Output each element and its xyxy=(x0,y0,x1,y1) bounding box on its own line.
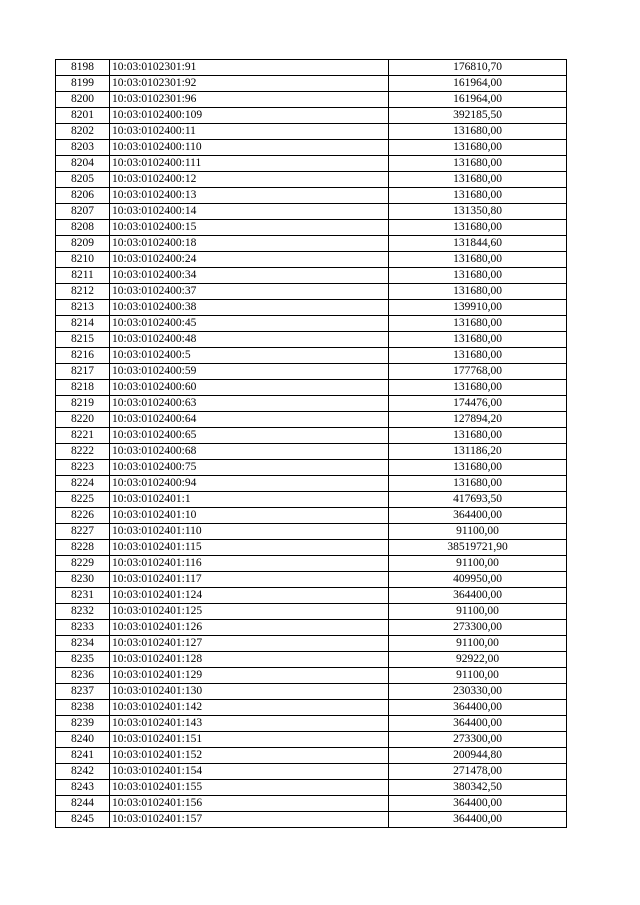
cadastral-number-cell: 10:03:0102301:96 xyxy=(110,92,389,108)
row-number-cell: 8240 xyxy=(56,732,110,748)
cadastral-value-cell: 131680,00 xyxy=(389,284,567,300)
row-number-cell: 8204 xyxy=(56,156,110,172)
table-row xyxy=(56,508,567,524)
cadastral-number-cell: 10:03:0102400:48 xyxy=(110,332,389,348)
row-number-cell: 8216 xyxy=(56,348,110,364)
table-row xyxy=(56,332,567,348)
cadastral-number-cell: 10:03:0102400:59 xyxy=(110,364,389,380)
cadastral-number-cell: 10:03:0102401:129 xyxy=(110,668,389,684)
table-row xyxy=(56,476,567,492)
row-number-cell: 8203 xyxy=(56,140,110,156)
cadastral-value-cell: 131186,20 xyxy=(389,444,567,460)
cadastral-number-cell: 10:03:0102400:24 xyxy=(110,252,389,268)
table-row xyxy=(56,380,567,396)
row-number-cell: 8232 xyxy=(56,604,110,620)
row-number-cell: 8212 xyxy=(56,284,110,300)
row-number-cell: 8224 xyxy=(56,476,110,492)
table-row xyxy=(56,764,567,780)
cadastral-value-cell: 131680,00 xyxy=(389,428,567,444)
cadastral-value-cell: 161964,00 xyxy=(389,92,567,108)
row-number-cell: 8209 xyxy=(56,236,110,252)
cadastral-number-cell: 10:03:0102400:64 xyxy=(110,412,389,428)
table-row xyxy=(56,300,567,316)
cadastral-value-cell: 364400,00 xyxy=(389,508,567,524)
cadastral-number-cell: 10:03:0102400:60 xyxy=(110,380,389,396)
table-row xyxy=(56,604,567,620)
table-row xyxy=(56,124,567,140)
row-number-cell: 8198 xyxy=(56,60,110,76)
table-row xyxy=(56,220,567,236)
cadastral-number-cell: 10:03:0102400:110 xyxy=(110,140,389,156)
row-number-cell: 8243 xyxy=(56,780,110,796)
table-row xyxy=(56,108,567,124)
cadastral-value-cell: 380342,50 xyxy=(389,780,567,796)
cadastral-number-cell: 10:03:0102401:1 xyxy=(110,492,389,508)
cadastral-value-table xyxy=(55,59,567,828)
table-row xyxy=(56,748,567,764)
row-number-cell: 8236 xyxy=(56,668,110,684)
cadastral-value-cell: 131680,00 xyxy=(389,124,567,140)
cadastral-value-cell: 131680,00 xyxy=(389,332,567,348)
row-number-cell: 8213 xyxy=(56,300,110,316)
cadastral-value-cell: 271478,00 xyxy=(389,764,567,780)
cadastral-number-cell: 10:03:0102401:143 xyxy=(110,716,389,732)
cadastral-value-cell: 364400,00 xyxy=(389,716,567,732)
row-number-cell: 8227 xyxy=(56,524,110,540)
row-number-cell: 8218 xyxy=(56,380,110,396)
cadastral-number-cell: 10:03:0102400:5 xyxy=(110,348,389,364)
cadastral-number-cell: 10:03:0102400:14 xyxy=(110,204,389,220)
cadastral-number-cell: 10:03:0102400:63 xyxy=(110,396,389,412)
table-row xyxy=(56,812,567,828)
cadastral-value-cell: 131680,00 xyxy=(389,140,567,156)
table-row xyxy=(56,268,567,284)
table-row xyxy=(56,492,567,508)
row-number-cell: 8244 xyxy=(56,796,110,812)
cadastral-value-cell: 131350,80 xyxy=(389,204,567,220)
table-row xyxy=(56,284,567,300)
cadastral-number-cell: 10:03:0102401:142 xyxy=(110,700,389,716)
row-number-cell: 8241 xyxy=(56,748,110,764)
cadastral-value-cell: 230330,00 xyxy=(389,684,567,700)
table-row xyxy=(56,460,567,476)
row-number-cell: 8235 xyxy=(56,652,110,668)
row-number-cell: 8242 xyxy=(56,764,110,780)
row-number-cell: 8231 xyxy=(56,588,110,604)
cadastral-value-cell: 91100,00 xyxy=(389,604,567,620)
cadastral-number-cell: 10:03:0102301:91 xyxy=(110,60,389,76)
table-row xyxy=(56,396,567,412)
cadastral-number-cell: 10:03:0102401:155 xyxy=(110,780,389,796)
cadastral-value-cell: 273300,00 xyxy=(389,732,567,748)
row-number-cell: 8211 xyxy=(56,268,110,284)
row-number-cell: 8217 xyxy=(56,364,110,380)
cadastral-number-cell: 10:03:0102401:116 xyxy=(110,556,389,572)
cadastral-number-cell: 10:03:0102401:128 xyxy=(110,652,389,668)
table-row xyxy=(56,524,567,540)
cadastral-number-cell: 10:03:0102400:11 xyxy=(110,124,389,140)
table-row xyxy=(56,572,567,588)
cadastral-value-cell: 131680,00 xyxy=(389,348,567,364)
cadastral-number-cell: 10:03:0102400:75 xyxy=(110,460,389,476)
cadastral-number-cell: 10:03:0102401:124 xyxy=(110,588,389,604)
cadastral-number-cell: 10:03:0102401:115 xyxy=(110,540,389,556)
cadastral-number-cell: 10:03:0102400:34 xyxy=(110,268,389,284)
cadastral-value-cell: 92922,00 xyxy=(389,652,567,668)
cadastral-number-cell: 10:03:0102401:126 xyxy=(110,620,389,636)
cadastral-number-cell: 10:03:0102401:154 xyxy=(110,764,389,780)
table-row xyxy=(56,588,567,604)
row-number-cell: 8220 xyxy=(56,412,110,428)
row-number-cell: 8207 xyxy=(56,204,110,220)
table-row xyxy=(56,364,567,380)
table-row xyxy=(56,700,567,716)
cadastral-value-cell: 131680,00 xyxy=(389,156,567,172)
table-row xyxy=(56,684,567,700)
cadastral-number-cell: 10:03:0102400:13 xyxy=(110,188,389,204)
cadastral-number-cell: 10:03:0102401:151 xyxy=(110,732,389,748)
row-number-cell: 8221 xyxy=(56,428,110,444)
cadastral-number-cell: 10:03:0102400:65 xyxy=(110,428,389,444)
table-row xyxy=(56,412,567,428)
table-row xyxy=(56,188,567,204)
row-number-cell: 8205 xyxy=(56,172,110,188)
table-row xyxy=(56,796,567,812)
row-number-cell: 8202 xyxy=(56,124,110,140)
cadastral-value-cell: 131680,00 xyxy=(389,220,567,236)
cadastral-value-cell: 409950,00 xyxy=(389,572,567,588)
cadastral-number-cell: 10:03:0102400:68 xyxy=(110,444,389,460)
row-number-cell: 8222 xyxy=(56,444,110,460)
table-row xyxy=(56,716,567,732)
table-row xyxy=(56,540,567,556)
cadastral-value-cell: 131680,00 xyxy=(389,476,567,492)
cadastral-value-cell: 131680,00 xyxy=(389,172,567,188)
cadastral-number-cell: 10:03:0102401:110 xyxy=(110,524,389,540)
cadastral-number-cell: 10:03:0102401:130 xyxy=(110,684,389,700)
cadastral-value-cell: 177768,00 xyxy=(389,364,567,380)
cadastral-number-cell: 10:03:0102401:156 xyxy=(110,796,389,812)
cadastral-value-cell: 161964,00 xyxy=(389,76,567,92)
cadastral-number-cell: 10:03:0102400:38 xyxy=(110,300,389,316)
cadastral-value-cell: 38519721,90 xyxy=(389,540,567,556)
cadastral-number-cell: 10:03:0102400:15 xyxy=(110,220,389,236)
table-row xyxy=(56,620,567,636)
row-number-cell: 8233 xyxy=(56,620,110,636)
table-row xyxy=(56,652,567,668)
cadastral-value-cell: 364400,00 xyxy=(389,796,567,812)
cadastral-number-cell: 10:03:0102400:12 xyxy=(110,172,389,188)
row-number-cell: 8219 xyxy=(56,396,110,412)
table-body xyxy=(56,60,567,828)
table-row xyxy=(56,252,567,268)
cadastral-number-cell: 10:03:0102400:37 xyxy=(110,284,389,300)
table-row xyxy=(56,60,567,76)
cadastral-value-cell: 127894,20 xyxy=(389,412,567,428)
row-number-cell: 8215 xyxy=(56,332,110,348)
cadastral-value-cell: 131680,00 xyxy=(389,188,567,204)
cadastral-value-cell: 91100,00 xyxy=(389,524,567,540)
row-number-cell: 8239 xyxy=(56,716,110,732)
cadastral-value-cell: 176810,70 xyxy=(389,60,567,76)
cadastral-value-cell: 91100,00 xyxy=(389,668,567,684)
row-number-cell: 8206 xyxy=(56,188,110,204)
cadastral-number-cell: 10:03:0102401:157 xyxy=(110,812,389,828)
row-number-cell: 8230 xyxy=(56,572,110,588)
row-number-cell: 8225 xyxy=(56,492,110,508)
cadastral-value-cell: 131680,00 xyxy=(389,316,567,332)
table-row xyxy=(56,428,567,444)
cadastral-number-cell: 10:03:0102401:117 xyxy=(110,572,389,588)
cadastral-number-cell: 10:03:0102301:92 xyxy=(110,76,389,92)
row-number-cell: 8226 xyxy=(56,508,110,524)
table-row xyxy=(56,140,567,156)
table-row xyxy=(56,156,567,172)
cadastral-value-cell: 91100,00 xyxy=(389,636,567,652)
row-number-cell: 8228 xyxy=(56,540,110,556)
table-row xyxy=(56,668,567,684)
cadastral-value-cell: 131680,00 xyxy=(389,380,567,396)
table-row xyxy=(56,444,567,460)
row-number-cell: 8237 xyxy=(56,684,110,700)
cadastral-value-cell: 131844,60 xyxy=(389,236,567,252)
row-number-cell: 8199 xyxy=(56,76,110,92)
table-row xyxy=(56,76,567,92)
cadastral-number-cell: 10:03:0102401:10 xyxy=(110,508,389,524)
cadastral-value-cell: 131680,00 xyxy=(389,460,567,476)
table-row xyxy=(56,636,567,652)
row-number-cell: 8245 xyxy=(56,812,110,828)
cadastral-number-cell: 10:03:0102401:152 xyxy=(110,748,389,764)
table-row xyxy=(56,236,567,252)
row-number-cell: 8223 xyxy=(56,460,110,476)
cadastral-number-cell: 10:03:0102401:125 xyxy=(110,604,389,620)
row-number-cell: 8210 xyxy=(56,252,110,268)
cadastral-value-cell: 417693,50 xyxy=(389,492,567,508)
table-row xyxy=(56,92,567,108)
row-number-cell: 8200 xyxy=(56,92,110,108)
row-number-cell: 8234 xyxy=(56,636,110,652)
row-number-cell: 8229 xyxy=(56,556,110,572)
cadastral-number-cell: 10:03:0102400:109 xyxy=(110,108,389,124)
cadastral-value-cell: 174476,00 xyxy=(389,396,567,412)
table-row xyxy=(56,556,567,572)
cadastral-value-cell: 131680,00 xyxy=(389,268,567,284)
cadastral-value-cell: 200944,80 xyxy=(389,748,567,764)
cadastral-value-cell: 131680,00 xyxy=(389,252,567,268)
cadastral-number-cell: 10:03:0102401:127 xyxy=(110,636,389,652)
row-number-cell: 8238 xyxy=(56,700,110,716)
cadastral-value-cell: 364400,00 xyxy=(389,812,567,828)
cadastral-value-cell: 364400,00 xyxy=(389,588,567,604)
table-row xyxy=(56,172,567,188)
table-row xyxy=(56,780,567,796)
table-row xyxy=(56,348,567,364)
cadastral-value-cell: 273300,00 xyxy=(389,620,567,636)
cadastral-number-cell: 10:03:0102400:94 xyxy=(110,476,389,492)
cadastral-value-cell: 139910,00 xyxy=(389,300,567,316)
table-row xyxy=(56,204,567,220)
row-number-cell: 8208 xyxy=(56,220,110,236)
cadastral-value-cell: 392185,50 xyxy=(389,108,567,124)
cadastral-value-cell: 364400,00 xyxy=(389,700,567,716)
table-row xyxy=(56,732,567,748)
row-number-cell: 8214 xyxy=(56,316,110,332)
row-number-cell: 8201 xyxy=(56,108,110,124)
table-row xyxy=(56,316,567,332)
cadastral-number-cell: 10:03:0102400:111 xyxy=(110,156,389,172)
cadastral-value-cell: 91100,00 xyxy=(389,556,567,572)
cadastral-number-cell: 10:03:0102400:18 xyxy=(110,236,389,252)
cadastral-number-cell: 10:03:0102400:45 xyxy=(110,316,389,332)
